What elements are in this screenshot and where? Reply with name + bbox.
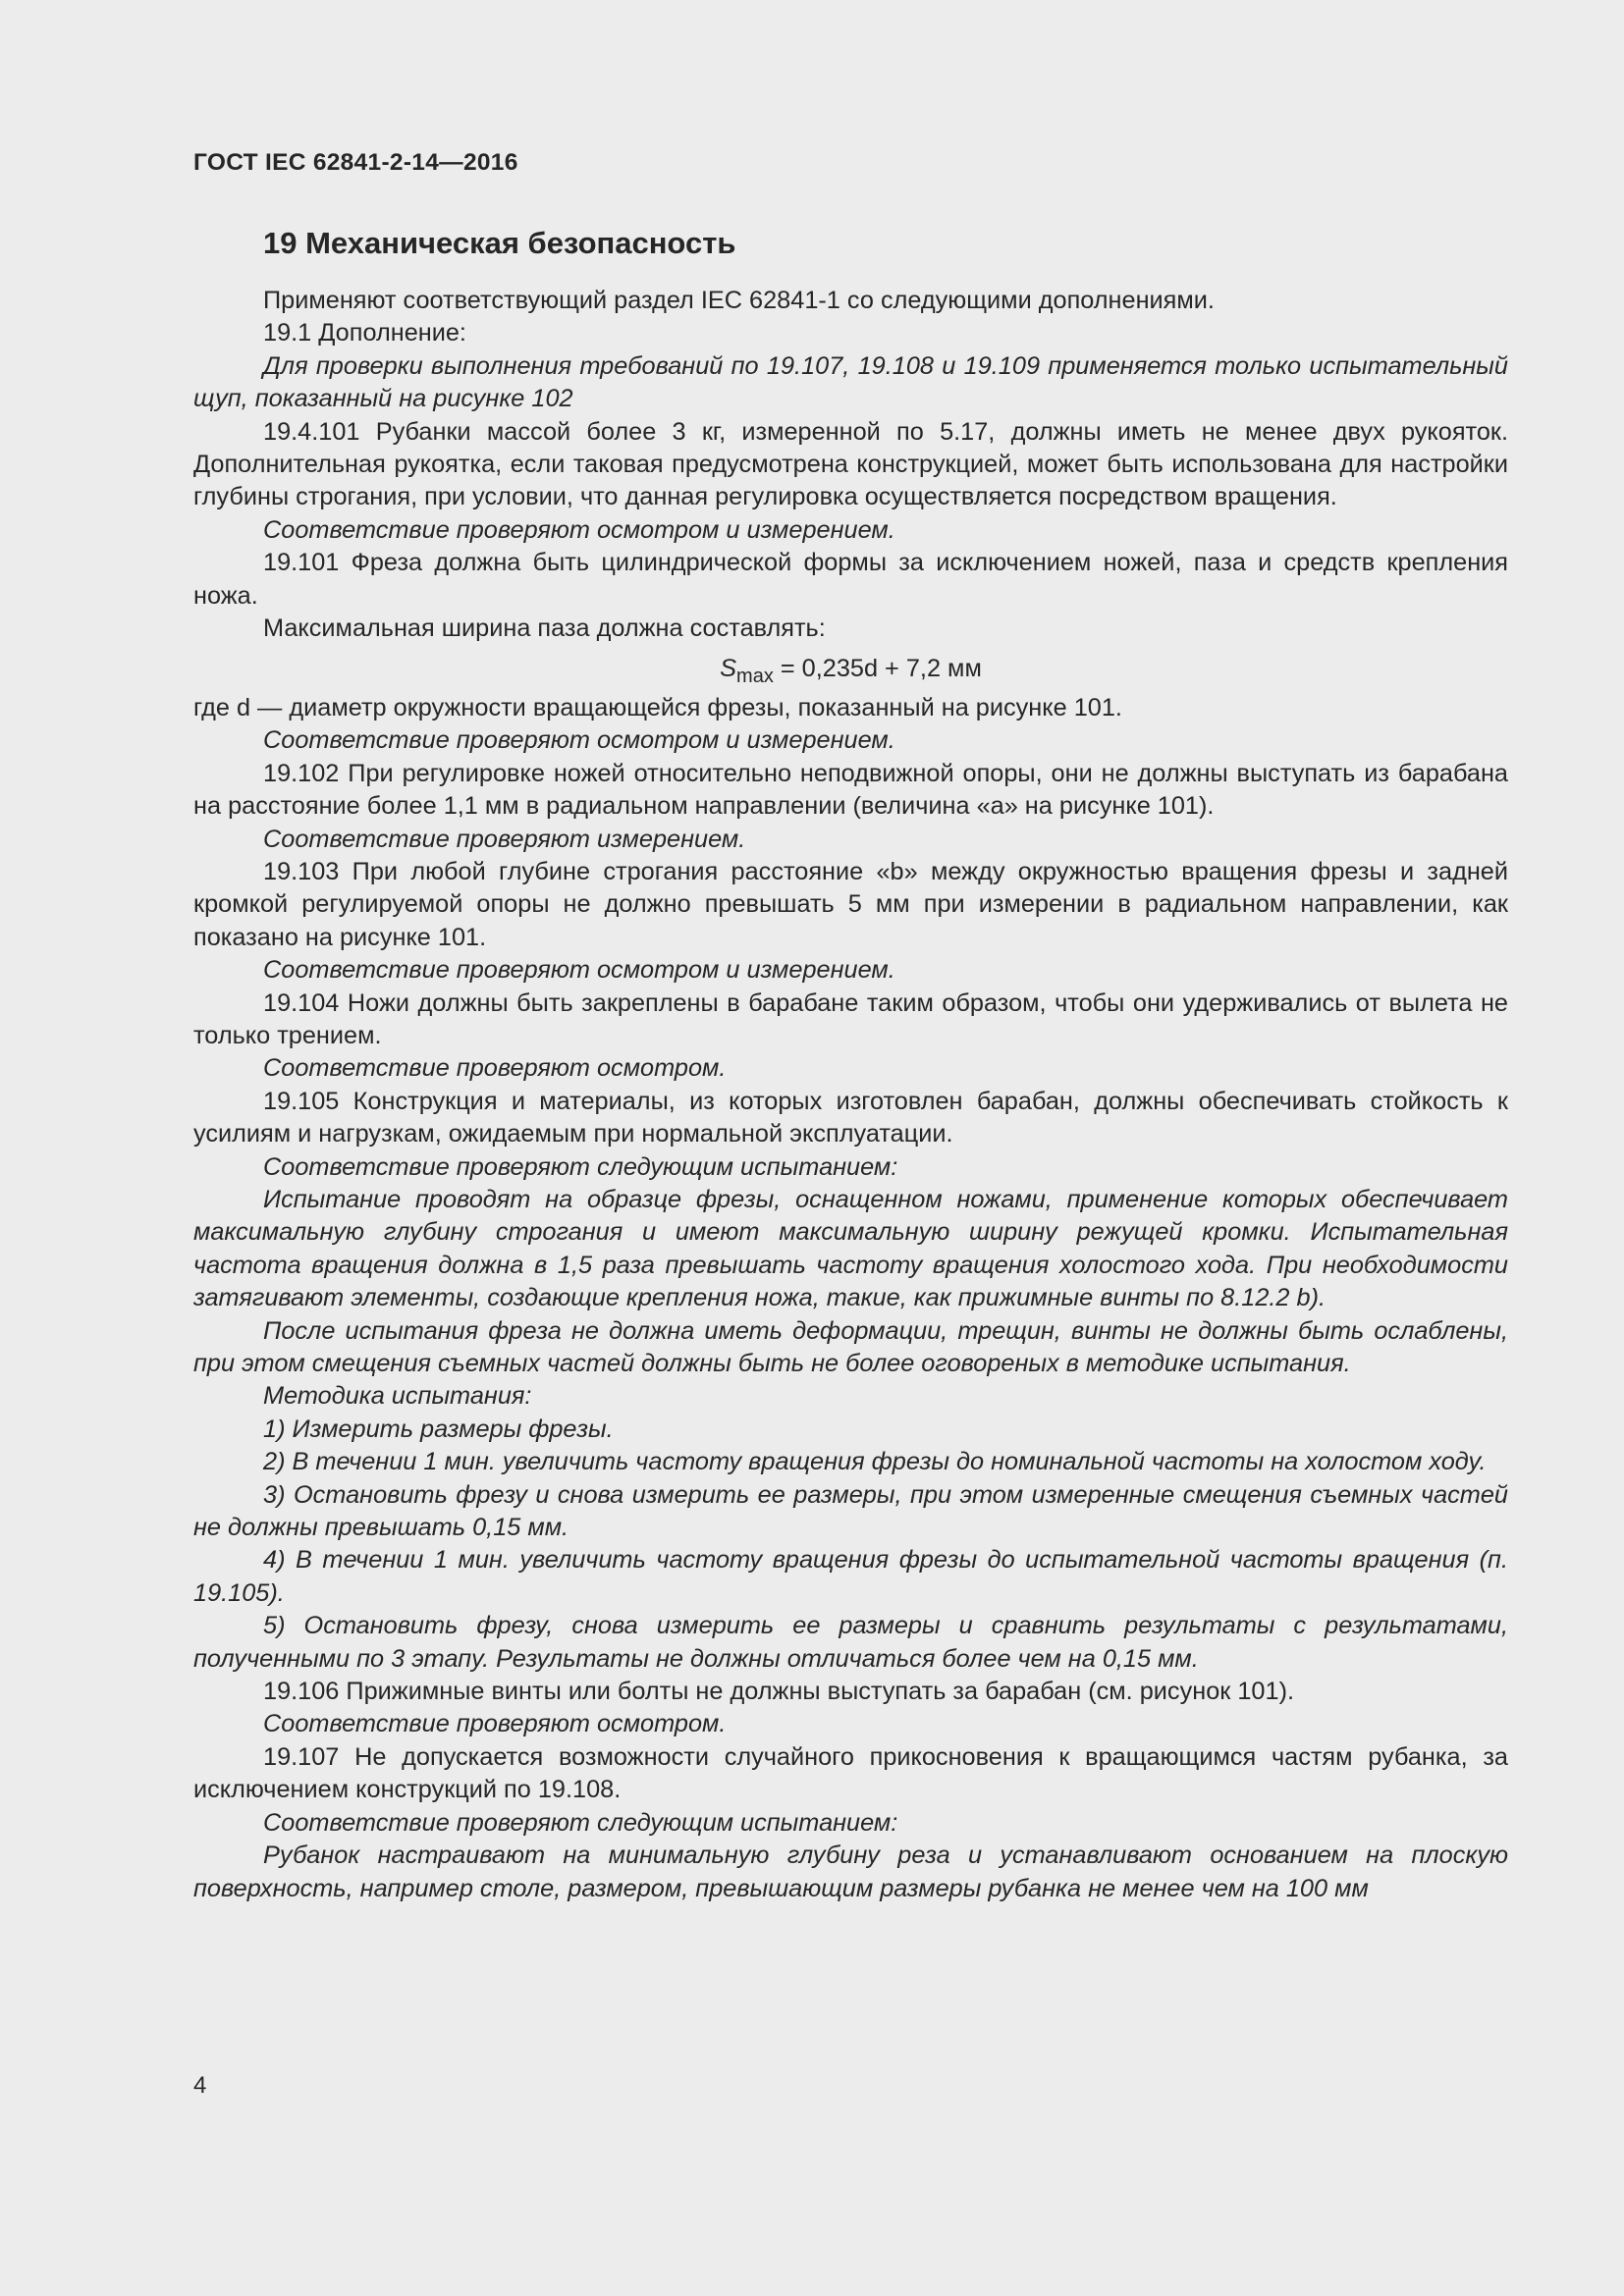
- formula-rhs: = 0,235d + 7,2 мм: [780, 655, 982, 683]
- paragraph: 5) Остановить фрезу, снова измерить ее размеры и сравнить результаты с результатами, полученными по 3 этапу. Результаты не должны отличаться более чем на 0,15 мм.: [193, 1612, 1508, 1673]
- paragraph-group-2: [193, 692, 1508, 1905]
- paragraph: 19.101 Фреза должна быть цилиндрической формы за исключением ножей, паза и средств крепления ножа.: [193, 549, 1508, 610]
- paragraph: Применяют соответствующий раздел IEC 62841-1 со следующими дополнениями.: [263, 287, 1215, 314]
- section-title: 19 Механическая безопасность: [263, 226, 736, 260]
- paragraph: 19.105 Конструкция и материалы, из которых изготовлен барабан, должны обеспечивать стойкость к усилиям и нагрузкам, ожидаемым при нормальной эксплуатации.: [193, 1087, 1508, 1148]
- paragraph: Максимальная ширина паза должна составлять:: [263, 614, 826, 643]
- document-body: [193, 285, 1508, 1905]
- paragraph: Соответствие проверяют осмотром.: [263, 1054, 727, 1083]
- formula-symbol: S: [720, 655, 737, 683]
- paragraph: где d — диаметр окружности вращающейся фрезы, показанный на рисунке 101.: [193, 693, 1122, 721]
- paragraph: 19.102 При регулировке ножей относительно неподвижной опоры, они не должны выступать из барабана на расстояние более 1,1 мм в радиальном направлении (величина «a» на рисунке 101).: [193, 759, 1508, 821]
- paragraph: Соответствие проверяют осмотром и измерением.: [263, 515, 895, 544]
- paragraph: Рубанок настраивают на минимальную глубину реза и устанавливают основанием на плоскую поверхность, например столе, размером, превышающим размеры рубанка не менее чем на 100 мм: [193, 1842, 1508, 1902]
- paragraph: 19.1 Дополнение:: [263, 319, 466, 347]
- formula-subscript: max: [736, 666, 774, 688]
- paragraph: Методика испытания:: [263, 1382, 532, 1411]
- paragraph: Соответствие проверяют следующим испытанием:: [263, 1808, 898, 1837]
- paragraph: 19.104 Ножи должны быть закреплены в барабане таким образом, чтобы они удерживались от вылета не только трением.: [193, 988, 1508, 1049]
- paragraph: После испытания фреза не должна иметь деформации, трещин, винты не должны быть ослаблены, при этом смещения съемных частей должны быть не более оговореных в методике испытания.: [193, 1316, 1508, 1377]
- paragraph: 19.106 Прижимные винты или болты не должны выступать за барабан (см. рисунок 101).: [263, 1678, 1295, 1706]
- paragraph: 4) В течении 1 мин. увеличить частоту вращения фрезы до испытательной частоты вращения (п. 19.105).: [193, 1546, 1508, 1607]
- paragraph: 1) Измерить размеры фрезы.: [263, 1415, 614, 1443]
- paragraph: Соответствие проверяют измерением.: [263, 825, 746, 853]
- paragraph: Соответствие проверяют осмотром.: [263, 1710, 727, 1738]
- paragraph: Для проверки выполнения требований по 19.107, 19.108 и 19.109 применяется только испытательный щуп, показанный на рисунке 102: [193, 351, 1508, 413]
- paragraph: 19.107 Не допускается возможности случайного прикосновения к вращающимся частям рубанка, за исключением конструкций по 19.108.: [193, 1742, 1508, 1804]
- paragraph: Соответствие проверяют осмотром и измерением.: [263, 726, 895, 755]
- paragraph: 19.4.101 Рубанки массой более 3 кг, измеренной по 5.17, должны иметь не менее двух рукояток. Дополнительная рукоятка, если таковая предусмотрена конструкцией, может быть использована для настройки глубины строгания, при условии, что данная регулировка осуществляется посредством вращения.: [193, 417, 1508, 511]
- paragraph: 3) Остановить фрезу и снова измерить ее размеры, при этом измеренные смещения съемных частей не должны превышать 0,15 мм.: [193, 1480, 1508, 1542]
- document-header: ГОСТ IEC 62841-2-14—2016: [193, 149, 518, 176]
- paragraph: 2) В течении 1 мин. увеличить частоту вращения фрезы до номинальной частоты на холостом ходу.: [263, 1448, 1487, 1476]
- paragraph: Испытание проводят на образце фрезы, оснащенном ножами, применение которых обеспечивает максимальную глубину строгания и имеют максимальную ширину режущей кромки. Испытательная частота вращения должна в 1,5 раза превышать частоту вращения холостого хода. При необходимости затягивают элементы, создающие крепления ножа, такие, как прижимные винты по 8.12.2 b).: [193, 1185, 1508, 1312]
- paragraph-group-1: [193, 285, 1508, 645]
- paragraph: Соответствие проверяют следующим испытанием:: [263, 1152, 898, 1181]
- paragraph: 19.103 При любой глубине строгания расстояние «b» между окружностью вращения фрезы и задней кромкой регулируемой опоры не должно превышать 5 мм при измерении в радиальном направлении, как показано на рисунке 101.: [193, 857, 1508, 951]
- formula: [193, 653, 1508, 688]
- page-number: 4: [193, 2072, 207, 2099]
- paragraph: Соответствие проверяют осмотром и измерением.: [263, 956, 895, 985]
